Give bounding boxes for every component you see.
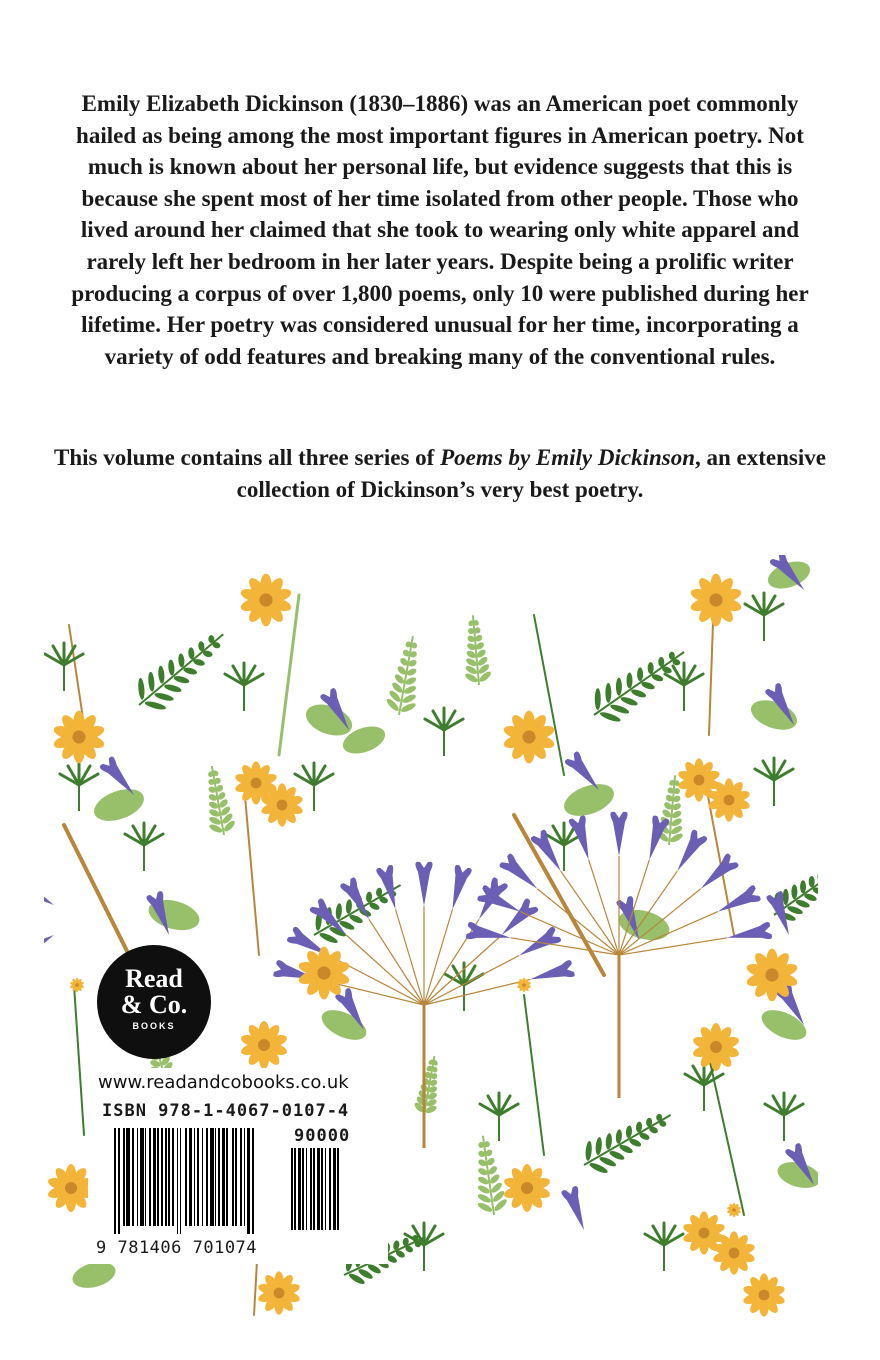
daisy-flower (52, 711, 106, 764)
barcode-bar (313, 1148, 315, 1230)
barcode-bar (149, 1128, 151, 1226)
barcode-bar (244, 1128, 245, 1226)
barcode-box (88, 1068, 388, 1264)
bellflower (44, 875, 58, 912)
daisy-flower (742, 1273, 786, 1316)
bellflower (610, 812, 627, 856)
bellflower (766, 890, 797, 937)
barcode-bar (202, 1128, 203, 1226)
fern-leaf (198, 764, 238, 838)
sprig (645, 1223, 683, 1271)
publisher-website[interactable]: www.readandcobooks.co.uk (98, 1072, 349, 1093)
daisy-flower (692, 1023, 741, 1071)
barcode-bar (180, 1128, 181, 1234)
sprig (445, 963, 483, 1011)
bellflower (695, 853, 739, 895)
barcode-bar (153, 1128, 156, 1226)
bellflower (528, 960, 575, 988)
leaf (90, 783, 148, 827)
logo-line-books: BOOKS (132, 1021, 176, 1031)
fern-leaf (383, 633, 429, 717)
barcode-bar (215, 1128, 216, 1226)
sprig (425, 708, 463, 756)
barcode-bar (232, 1128, 234, 1226)
barcode-bar (321, 1148, 323, 1230)
bellflower (466, 922, 513, 947)
barcode-bar (240, 1128, 242, 1226)
daisy-flower (689, 574, 743, 627)
bellflower (44, 928, 58, 965)
barcode-icon (114, 1128, 286, 1238)
barcode-bar (218, 1128, 220, 1226)
barcode-digits: 9 781406 701074 (96, 1238, 258, 1258)
barcode-bar (294, 1148, 296, 1230)
sprig (765, 1093, 803, 1141)
barcode-bar (210, 1128, 214, 1226)
logo-line-read: Read (125, 964, 183, 993)
barcode-bar (168, 1128, 170, 1226)
barcode-bar (306, 1148, 307, 1230)
barcode-bar (298, 1148, 301, 1230)
fern-leaf (467, 1134, 510, 1218)
barcode-bar (252, 1128, 254, 1234)
leaf (757, 1004, 811, 1046)
isbn-number: ISBN 978-1-4067-0107-4 (102, 1101, 350, 1121)
fern-leaf (412, 1054, 447, 1117)
barcode-bar (337, 1148, 339, 1230)
daisy-flower (240, 1021, 289, 1069)
sprig (745, 593, 783, 641)
barcode-bar (140, 1128, 144, 1226)
leaf (317, 1004, 371, 1046)
barcode-bar (118, 1128, 120, 1234)
barcode-bar (137, 1128, 138, 1226)
price-code: 90000 (294, 1126, 351, 1146)
barcode-bar (333, 1148, 336, 1230)
bellflower (714, 884, 761, 919)
stem (244, 785, 259, 955)
barcode-bar (222, 1128, 225, 1226)
barcode-bar (132, 1128, 134, 1226)
book-title: Poems by Emily Dickinson (440, 445, 696, 470)
barcode-bar (325, 1148, 326, 1230)
fern-leaf (764, 849, 818, 930)
barcode-bar (177, 1128, 178, 1234)
addon-barcode-icon (291, 1148, 369, 1238)
stem (74, 985, 84, 1135)
barcode-bar (317, 1148, 320, 1230)
daisy-flower (257, 1271, 301, 1314)
daisy-flower (503, 1164, 552, 1212)
sprig (125, 823, 163, 871)
daisy-flower (70, 978, 85, 992)
volume-text-end: , an extensive collection of Dickinson’s very best poetry. (236, 445, 826, 502)
barcode-bar (291, 1148, 293, 1230)
barcode-bar (189, 1128, 192, 1226)
bellflower (415, 862, 432, 906)
fern-leaf (459, 614, 494, 686)
daisy-flower (297, 947, 351, 1000)
barcode-bar (165, 1128, 167, 1226)
barcode-bar (329, 1148, 331, 1230)
daisy-flower (239, 574, 293, 627)
daisy-flower (727, 1203, 742, 1217)
barcode-bar (123, 1128, 125, 1226)
barcode-bar (157, 1128, 159, 1226)
volume-text-start: This volume contains all three series of (54, 445, 441, 470)
leaf (560, 778, 618, 822)
fern-leaf (574, 1098, 680, 1182)
description-paragraph: Emily Elizabeth Dickinson (1830–1886) was an American poet commonly hailed as being among the most important figures in American poetry. Not much is known about her personal life, but evidence suggests that this is because she spent most of her time isolated from other people. Those who lived around her claimed that she took to wearing only white apparel and rarely left her bedroom in her later years. Despite being a prolific writer producing a corpus of over 1,800 poems, only 10 were published during her lifetime. Her poetry was considered unusual for her time, incorporating a variety of odd features and breaking many of the conventional rules. (71, 91, 809, 369)
volume-paragraph (40, 442, 840, 505)
barcode-bar (126, 1128, 130, 1226)
barcode-bar (197, 1128, 199, 1226)
barcode-bar (194, 1128, 195, 1226)
barcode-bar (310, 1148, 312, 1230)
stem (64, 825, 134, 965)
sprig (225, 663, 263, 711)
barcode-bar (114, 1128, 116, 1234)
barcode-bar (206, 1128, 208, 1226)
barcode-bar (172, 1128, 174, 1226)
sprig (60, 763, 98, 811)
stem (69, 625, 84, 725)
stem (524, 995, 544, 1155)
barcode-bar (302, 1148, 304, 1230)
barcode-bar (247, 1128, 250, 1234)
logo-line-co: & Co. (120, 990, 188, 1019)
barcode-bar (235, 1128, 237, 1226)
barcode-bar (226, 1128, 228, 1226)
daisy-flower (502, 711, 556, 764)
barcode-bar (185, 1128, 187, 1226)
bellflower (444, 864, 472, 911)
sprig (480, 1093, 518, 1141)
publisher-logo (97, 945, 211, 1059)
barcode-bar (145, 1128, 146, 1226)
fern-leaf (125, 618, 237, 722)
barcode-bar (161, 1128, 163, 1226)
sprig (295, 763, 333, 811)
sprig (755, 758, 793, 806)
bellflower (561, 1185, 592, 1232)
